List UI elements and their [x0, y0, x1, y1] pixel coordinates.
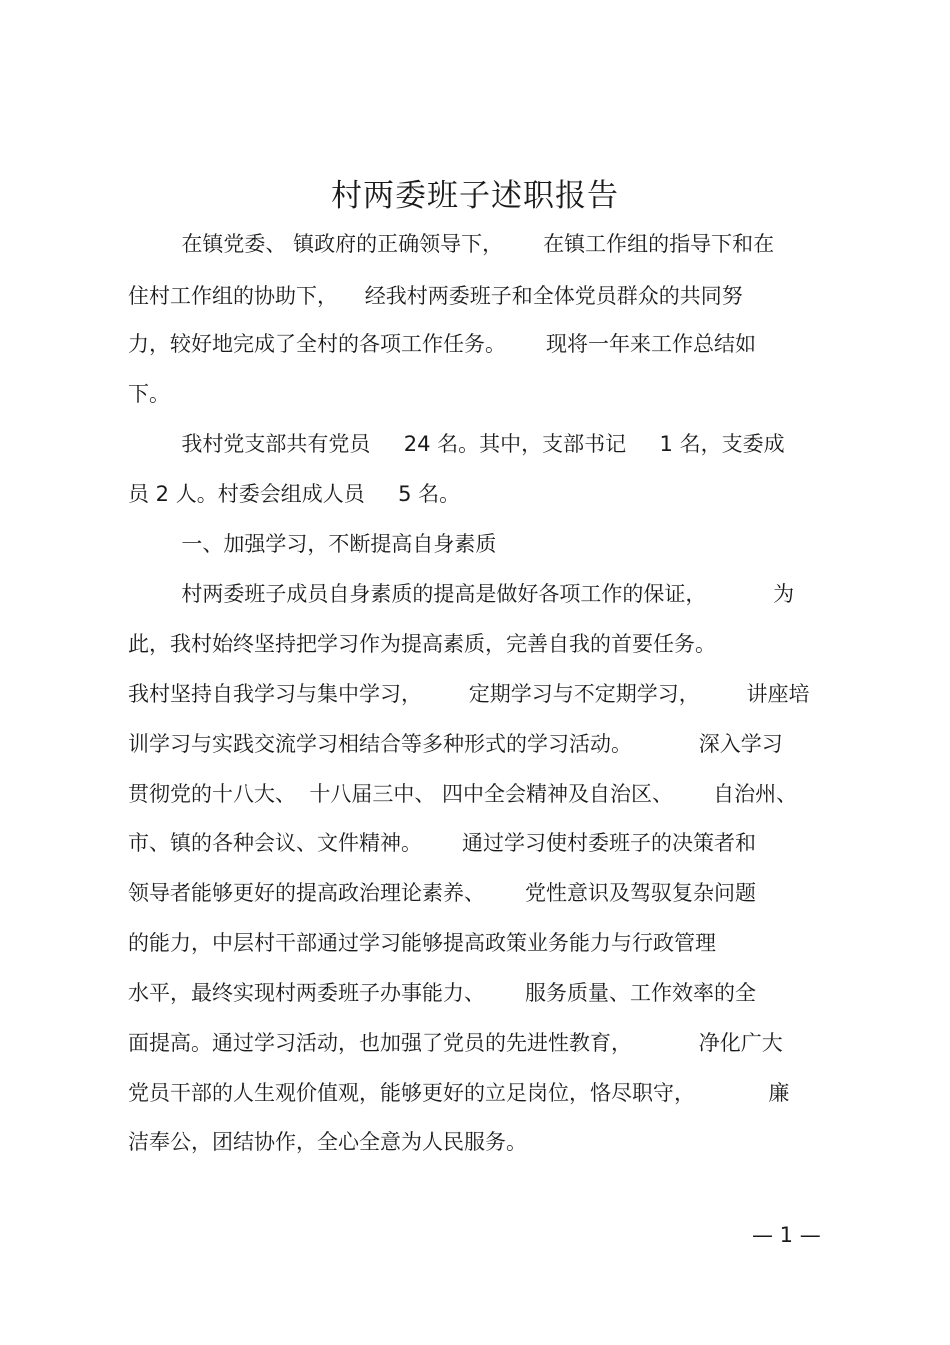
body-line: 住村工作组的协助下， 经我村两委班子和全体党员群众的共同努 — [128, 284, 743, 308]
body-line: 下。 — [128, 382, 170, 406]
page-number: — 1 — — [752, 1223, 821, 1247]
body-line: 贯彻党的十八大、 十八届三中、 四中全会精神及自治区、 自治州、 — [128, 782, 798, 806]
body-line: 我村坚持自我学习与集中学习， 定期学习与不定期学习， 讲座培 — [128, 682, 810, 706]
body-line: 洁奉公，团结协作，全心全意为人民服务。 — [128, 1130, 527, 1154]
body-line: 水平，最终实现村两委班子办事能力、 服务质量、工作效率的全 — [128, 981, 757, 1005]
document-title: 村两委班子述职报告 — [331, 178, 619, 214]
body-line: 的能力，中层村干部通过学习能够提高政策业务能力与行政管理 — [128, 931, 716, 955]
body-line: 在镇党委、 镇政府的正确领导下， 在镇工作组的指导下和在 — [128, 232, 775, 256]
body-line: 员 2 人。村委会组成人员 5 名。 — [128, 482, 461, 506]
body-line: 市、镇的各种会议、文件精神。 通过学习使村委班子的决策者和 — [128, 831, 757, 855]
body-line: 党员干部的人生观价值观，能够更好的立足岗位，恪尽职守， 廉 — [128, 1081, 790, 1105]
body-line: 力，较好地完成了全村的各项工作任务。 现将一年来工作总结如 — [128, 332, 757, 356]
body-line: 面提高。通过学习活动，也加强了党员的先进性教育， 净化广大 — [128, 1031, 783, 1055]
body-line: 领导者能够更好的提高政治理论素养、 党性意识及驾驭复杂问题 — [128, 881, 757, 905]
body-line: 此，我村始终坚持把学习作为提高素质，完善自我的首要任务。 — [128, 632, 716, 656]
body-line: 我村党支部共有党员 24 名。其中，支部书记 1 名，支委成 — [128, 432, 785, 456]
body-line: 村两委班子成员自身素质的提高是做好各项工作的保证， 为 — [128, 582, 795, 606]
section-heading: 一、加强学习，不断提高自身素质 — [128, 532, 497, 556]
body-line: 训学习与实践交流学习相结合等多种形式的学习活动。 深入学习 — [128, 732, 783, 756]
